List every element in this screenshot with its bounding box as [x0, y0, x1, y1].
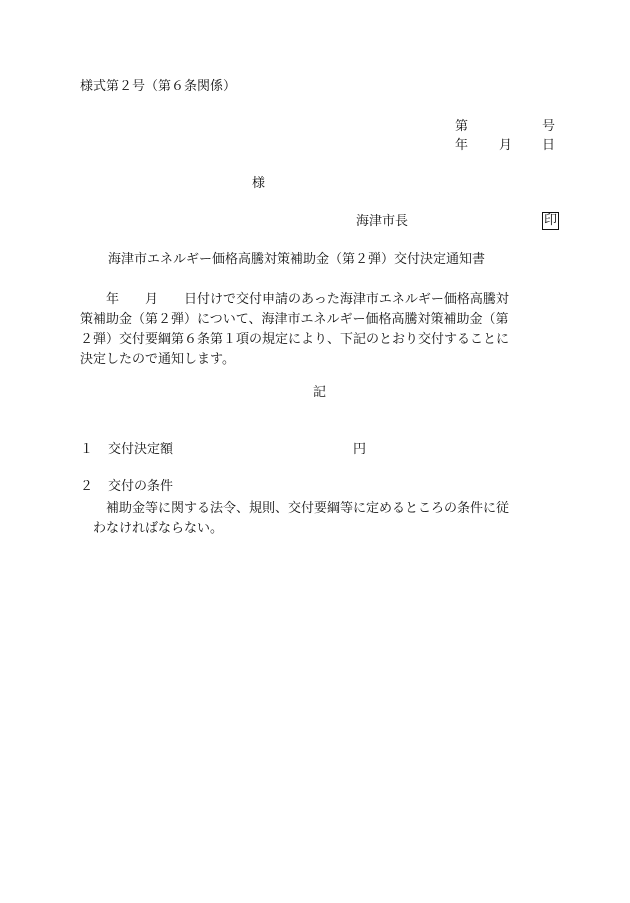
body-line: 決定したので通知します。 [80, 352, 235, 367]
body-line: 年 月 日付けで交付申請のあった海津市エネルギー価格高騰対 [80, 292, 509, 307]
item-2-line: わなければならない。 [80, 521, 224, 536]
reference-number-prefix: 第 [455, 119, 469, 134]
item-1-unit: 円 [353, 442, 367, 457]
item-2-body [80, 499, 562, 539]
item-2-number: ２ [80, 479, 94, 494]
body-line: ２弾）交付要綱第６条第１項の規定により、下記のとおり交付することに [80, 332, 510, 347]
date-day-label: 日 [542, 138, 556, 153]
addressee-honorific: 様 [252, 176, 266, 191]
document-title: 海津市エネルギー価格高騰対策補助金（第２弾）交付決定通知書 [108, 252, 486, 267]
date-month-label: 月 [499, 138, 513, 153]
item-2-label: 交付の条件 [108, 479, 174, 494]
item-1-number: １ [80, 442, 94, 457]
form-identifier: 様式第２号（第６条関係） [80, 79, 237, 94]
issuer-name: 海津市長 [356, 214, 409, 229]
seal-mark: 印 [542, 212, 559, 230]
date-year-label: 年 [455, 138, 469, 153]
body-paragraph [80, 290, 560, 370]
ki-heading: 記 [313, 385, 327, 400]
item-1-label: 交付決定額 [108, 442, 174, 457]
body-line: 策補助金（第２弾）について、海津市エネルギー価格高騰対策補助金（第 [80, 312, 509, 327]
reference-number-suffix: 号 [542, 119, 556, 134]
item-2-line: 補助金等に関する法令、規則、交付要綱等に定めるところの条件に従 [80, 501, 510, 516]
